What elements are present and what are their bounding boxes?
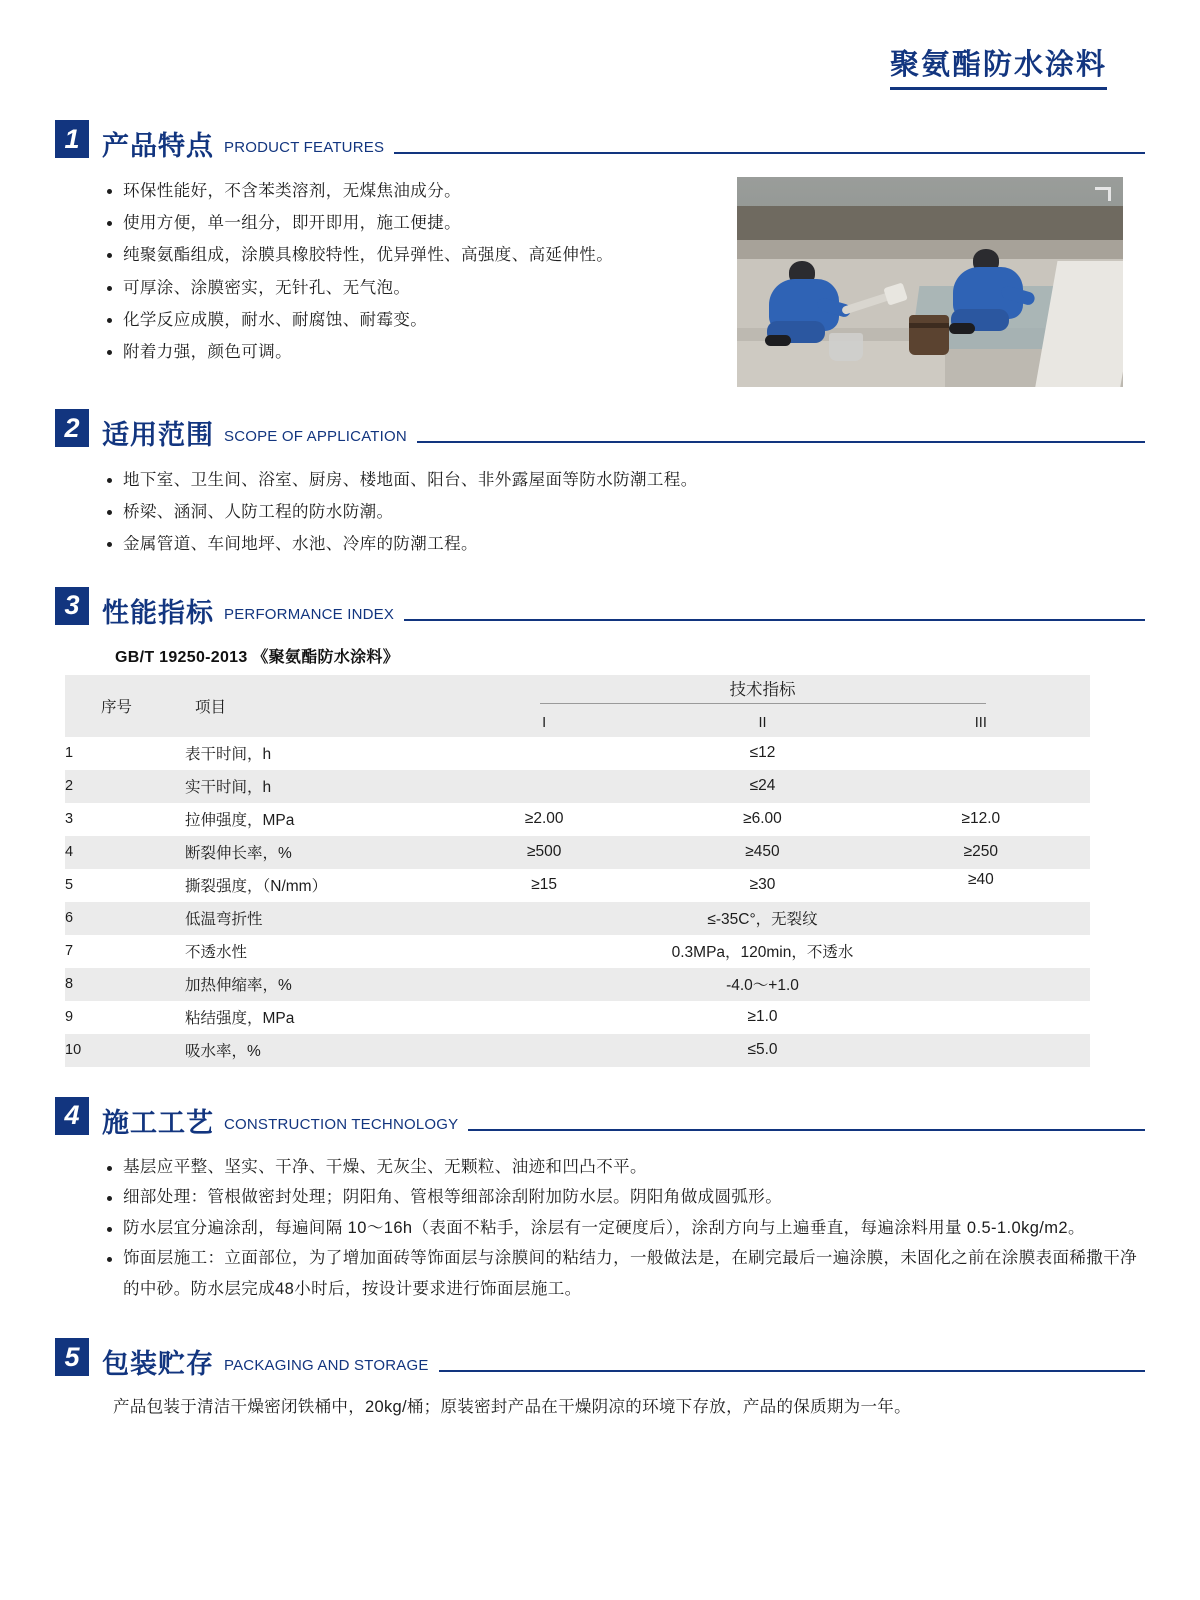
- standard-reference: GB/T 19250-2013 《聚氨酯防水涂料》: [115, 648, 400, 666]
- page-title: 聚氨酯防水涂料: [890, 42, 1107, 90]
- list-item: 细部处理：管根做密封处理；阴阳角、管根等细部涂刮附加防水层。阴阳角做成圆弧形。: [107, 1182, 1145, 1213]
- section-number: 4: [55, 1097, 89, 1135]
- section-divider: [394, 152, 1145, 154]
- table-row: [65, 902, 1090, 935]
- cell-no: 2: [65, 770, 185, 803]
- section-scope-of-application: [55, 409, 1145, 561]
- section-header: [55, 1338, 1145, 1379]
- cell-value-grade-3: ≥250: [872, 836, 1090, 869]
- section-body: [55, 161, 1145, 387]
- section-number: 2: [55, 409, 89, 447]
- section-title-en: CONSTRUCTION TECHNOLOGY: [224, 1115, 459, 1133]
- list-item: 防水层宜分遍涂刮，每遍间隔 10～16h（表面不粘手，涂层有一定硬度后），涂刮方向与上遍垂直，每遍涂料用量 0.5-1.0kg/m2。: [107, 1213, 1145, 1244]
- section-title-en: PERFORMANCE INDEX: [224, 605, 395, 623]
- cell-value: ≤5.0: [435, 1034, 1090, 1067]
- cell-value-grade-3: ≥12.0: [961, 810, 1001, 828]
- worker-shoe: [765, 335, 791, 346]
- section-divider: [439, 1370, 1145, 1372]
- photo-corner-mark-icon: [1095, 187, 1111, 201]
- cell-item: 加热伸缩率，%: [185, 968, 435, 1001]
- cell-value: -4.0～+1.0: [435, 968, 1090, 1001]
- header-grade-2: II: [653, 709, 871, 737]
- section-packaging-and-storage: [55, 1338, 1145, 1423]
- list-item: 环保性能好，不含苯类溶剂，无煤焦油成分。: [107, 175, 737, 207]
- section-divider: [468, 1129, 1145, 1131]
- photo-paint-bucket: [909, 315, 949, 355]
- document-title-area: [55, 0, 1145, 90]
- section-title-cn: 包装贮存: [102, 1349, 214, 1380]
- cell-item: 撕裂强度，（N/mm）: [185, 878, 328, 896]
- section-header: [55, 120, 1145, 161]
- section-construction-technology: [55, 1097, 1145, 1305]
- cell-no: 10: [65, 1034, 185, 1067]
- cell-item: 粘结强度，MPa: [185, 1010, 295, 1028]
- cell-no: 1: [65, 745, 74, 762]
- list-item: 使用方便，单一组分，即开即用，施工便捷。: [107, 207, 737, 239]
- cell-value-grade-1: ≥15: [531, 876, 558, 894]
- section-title-cn: 产品特点: [102, 131, 214, 161]
- cell-no: 3: [65, 811, 74, 828]
- list-item: 地下室、卫生间、浴室、厨房、楼地面、阳台、非外露屋面等防水防潮工程。: [107, 464, 1145, 496]
- cell-no: 4: [65, 836, 185, 869]
- worker-shoe: [949, 323, 975, 334]
- cell-item: 拉伸强度，MPa: [185, 812, 295, 830]
- section-title-en: PACKAGING AND STORAGE: [224, 1357, 429, 1375]
- table-row: [65, 935, 1090, 968]
- photo-wall-lower: [737, 240, 1123, 259]
- cell-item: 实干时间，h: [185, 770, 435, 803]
- header-grade-3: III: [872, 709, 1090, 737]
- cell-no: 5: [65, 877, 74, 894]
- section-performance-index: [55, 587, 1145, 1067]
- cell-value-grade-1: ≥500: [435, 836, 653, 869]
- section-title-en: SCOPE OF APPLICATION: [224, 428, 407, 445]
- list-item: 纯聚氨酯组成，涂膜具橡胶特性，优异弹性、高强度、高延伸性。: [107, 239, 737, 271]
- photo-worker-right: [949, 249, 1027, 335]
- cell-item: 断裂伸长率，%: [185, 836, 435, 869]
- cell-value-grade-2: ≥6.00: [743, 810, 782, 828]
- feature-list-wrap: [55, 161, 737, 368]
- cell-no: 8: [65, 968, 185, 1001]
- table-row: [65, 869, 1090, 902]
- section-number: 5: [55, 1338, 89, 1376]
- header-no: 序号: [65, 675, 185, 737]
- cell-item: 表干时间，h: [185, 746, 272, 764]
- section-divider: [404, 619, 1145, 621]
- table-row: [65, 1034, 1090, 1067]
- cell-value: ≥1.0: [747, 1008, 778, 1026]
- cell-value: ≤12: [749, 744, 776, 762]
- cell-value-grade-1: ≥2.00: [524, 810, 564, 828]
- cell-item: 低温弯折性: [185, 902, 435, 935]
- section-title-en: PRODUCT FEATURES: [224, 139, 385, 156]
- list-item: 附着力强，颜色可调。: [107, 336, 737, 368]
- construction-list: [55, 1152, 1145, 1305]
- section-header: [55, 1097, 1145, 1138]
- cell-value-grade-2: ≥30: [749, 876, 776, 894]
- table-row: [65, 836, 1090, 869]
- feature-list: [55, 175, 737, 368]
- table-row: [65, 1001, 1090, 1034]
- product-application-photo: [737, 177, 1123, 387]
- cell-value: ≤24: [435, 770, 1090, 803]
- cell-item: 吸水率，%: [185, 1034, 435, 1067]
- section-product-features: [55, 120, 1145, 387]
- cell-value: ≤-35C°，无裂纹: [435, 902, 1090, 935]
- section-divider: [417, 441, 1145, 443]
- table-row: [65, 737, 1090, 770]
- header-grade-1: I: [435, 709, 653, 737]
- list-item: 基层应平整、坚实、干净、干燥、无灰尘、无颗粒、油迹和凹凸不平。: [107, 1152, 1145, 1183]
- photo-wall: [737, 206, 1123, 240]
- section-title-cn: 施工工艺: [102, 1107, 214, 1138]
- table-row: [65, 803, 1090, 836]
- scope-list: [55, 464, 1145, 561]
- list-item: 桥梁、涵洞、人防工程的防水防潮。: [107, 496, 1145, 528]
- table-row: [65, 968, 1090, 1001]
- section-header: [55, 587, 1145, 628]
- performance-index-table: [65, 675, 1090, 1067]
- cell-item: 不透水性: [185, 944, 248, 962]
- list-item: 可厚涂、涂膜密实，无针孔、无气泡。: [107, 272, 737, 304]
- table-header-row: [65, 675, 1090, 709]
- section-title-cn: 适用范围: [102, 420, 214, 450]
- cell-value: 0.3MPa，120min，不透水: [671, 944, 854, 962]
- cell-no: 6: [65, 902, 185, 935]
- header-item: 项目: [185, 675, 435, 737]
- list-item: 金属管道、车间地坪、水池、冷库的防潮工程。: [107, 528, 1145, 560]
- table-row: [65, 770, 1090, 803]
- list-item: 化学反应成膜，耐水、耐腐蚀、耐霉变。: [107, 304, 737, 336]
- section-number: 3: [55, 587, 89, 625]
- section-number: 1: [55, 120, 89, 158]
- list-item: 饰面层施工：立面部位，为了增加面砖等饰面层与涂膜间的粘结力，一般做法是，在刷完最后一遍涂膜，未固化之前在涂膜表面稀撒干净的中砂。防水层完成48小时后，按设计要求进行饰面层施工。: [107, 1243, 1145, 1304]
- section-title-cn: 性能指标: [102, 597, 214, 628]
- header-tech-index-label: 技术指标: [540, 676, 986, 704]
- cell-no: 9: [65, 1009, 74, 1026]
- cell-no: 7: [65, 943, 74, 960]
- cell-value-grade-2: ≥450: [653, 836, 871, 869]
- section-header: [55, 409, 1145, 450]
- packaging-paragraph: 产品包装于清洁干燥密闭铁桶中，20kg/桶；原装密封产品在干燥阴凉的环境下存放，产品的保质期为一年。: [113, 1398, 911, 1417]
- header-tech-index: [435, 675, 1090, 709]
- cell-value-grade-3: ≥40: [967, 870, 994, 888]
- photo-pail: [829, 333, 863, 361]
